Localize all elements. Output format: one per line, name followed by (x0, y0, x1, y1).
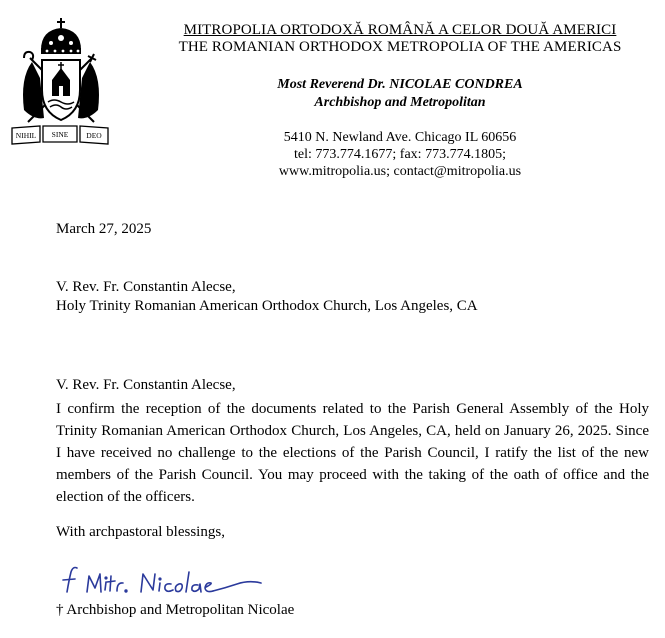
motto-sine: SINE (51, 130, 69, 139)
hierarch-name: Most Reverend Dr. NICOLAE CONDREA (277, 77, 523, 92)
postal-address: 5410 N. Newland Ave. Chicago IL 60656 (283, 130, 517, 145)
recipient-organization: Holy Trinity Romanian American Orthodox Church, Los Angeles, CA (56, 298, 478, 314)
letter-date: March 27, 2025 (56, 221, 152, 237)
closing: With archpastoral blessings, (56, 524, 225, 540)
letter-body: I confirm the reception of the documents related to the Parish General Assembly of the Holy Trinity Romanian American Orthodox Church, Los Angeles, CA, held on January 26, 2025. Since I have received no challenge to the elections of the Parish Council, I ratify the list of the new members of the Parish Council. You may proceed with the taking of the oath of office and the election of the officers. (56, 401, 649, 505)
organization-name-romanian: MITROPOLIA ORTODOXĂ ROMÂNĂ A CELOR DOUĂ AMERICI (183, 22, 617, 38)
signatory-name: † Archbishop and Metropolitan Nicolae (56, 602, 295, 618)
recipient-block (56, 278, 478, 316)
letterhead (160, 22, 640, 180)
motto-deo: DEO (86, 131, 102, 140)
recipient-name: V. Rev. Fr. Constantin Alecse, (56, 279, 236, 295)
salutation: V. Rev. Fr. Constantin Alecse, (56, 377, 236, 393)
hierarch-title: Archbishop and Metropolitan (314, 95, 486, 110)
motto-nihil: NIHIL (15, 131, 37, 140)
phone-fax: tel: 773.774.1677; fax: 773.774.1805; (294, 147, 506, 162)
handwritten-signature (55, 562, 275, 600)
website-email: www.mitropolia.us; contact@mitropolia.us (278, 164, 522, 179)
organization-name-english: THE ROMANIAN ORTHODOX METROPOLIA OF THE AMERICAS (178, 39, 622, 55)
metropolia-crest-logo (10, 18, 110, 146)
